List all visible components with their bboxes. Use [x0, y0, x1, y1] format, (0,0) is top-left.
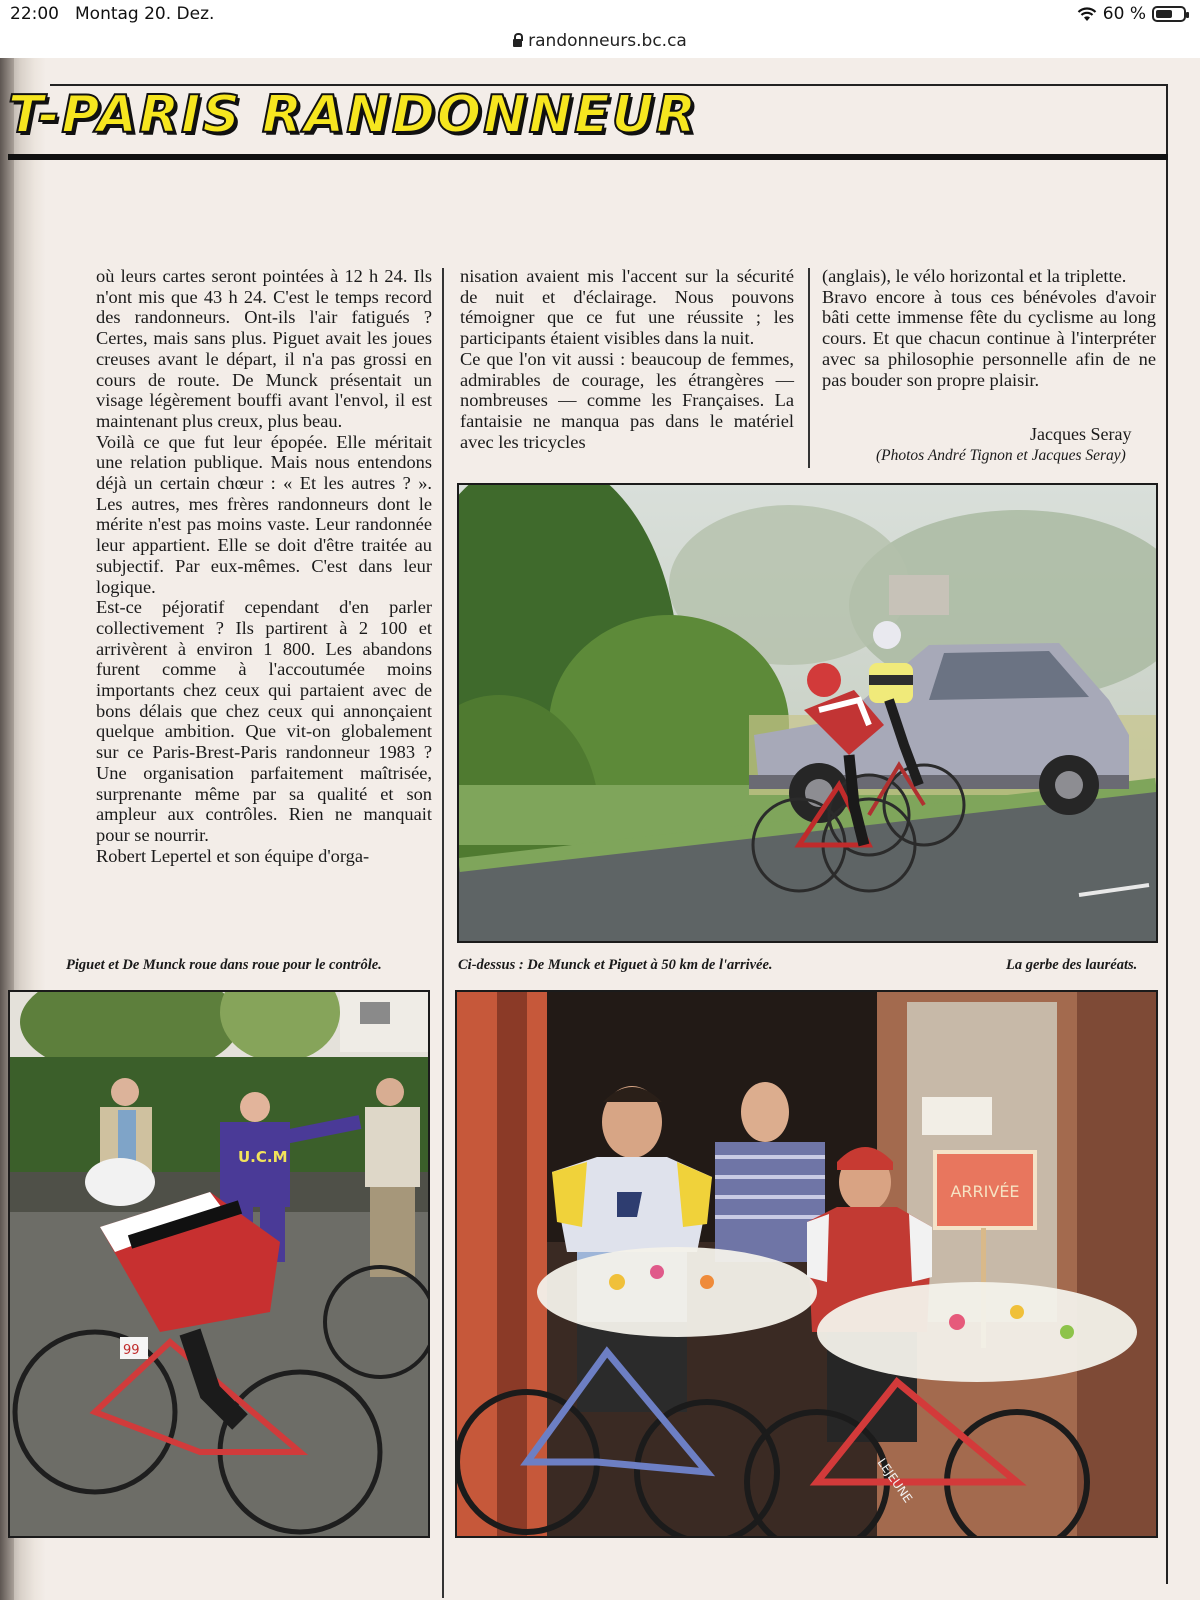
paragraph: nisation avaient mis l'accent sur la sécurité de nuit et d'éclairage. Nous pouvons témoigner que ce fut une réussite ; les participants étaient visibles dans la nuit.: [460, 266, 794, 349]
article-column-2: [460, 266, 794, 452]
status-bar: [0, 0, 1200, 30]
caption-center: Ci-dessus : De Munck et Piguet à 50 km de l'arrivée.: [458, 957, 773, 973]
battery-icon: [1152, 6, 1186, 22]
paragraph: (anglais), le vélo horizontal et la triplette.: [822, 266, 1127, 286]
caption-right: La gerbe des lauréats.: [1006, 957, 1138, 973]
status-date: Montag 20. Dez.: [75, 4, 215, 24]
author-signature: Jacques Seray: [1030, 424, 1132, 444]
title-rule: [8, 154, 1168, 160]
article-column-3: [822, 266, 1156, 390]
cyclists-road-image: [459, 485, 1156, 941]
paragraph: Bravo encore à tous ces bénévoles d'avoir bâti cette immense fête du cyclisme au long cours. Et que chacun continue à l'interpréter avec sa philosophie personnelle afin de ne pas bouder son propre plaisir.: [822, 286, 1156, 390]
photo-cyclists-road: [457, 483, 1158, 943]
page-title: T-PARIS RANDONNEUR: [8, 85, 698, 145]
man-right: [365, 1078, 420, 1277]
caption-left: Piguet et De Munck roue dans roue pour le contrôle.: [66, 957, 382, 973]
lock-icon: [513, 39, 522, 47]
address-bar[interactable]: [0, 30, 1200, 59]
control-checkpoint-image: [10, 992, 428, 1536]
article-column-1: [96, 266, 432, 866]
arrival-sign-text: ARRIVÉE: [950, 1182, 1020, 1201]
photo-winners-bouquets: [455, 990, 1158, 1538]
frame-rule: [1166, 84, 1168, 1584]
title-box: [8, 83, 1168, 153]
bike-brand: LEJEUNE: [874, 1455, 916, 1506]
paragraph: Voilà ce que fut leur épopée. Elle méritait une relation publique. Mais nous entendons déjà un certain chœur : « Et les autres ? ». Les autres, mes frères randonneurs dont le mérite n'est pas moins vaste. Leur randonnée leur appartient. Elle se doit d'être traitée au subjectif. Par eux-mêmes. C'est dans leur logique.: [96, 431, 432, 597]
winners-bouquets-image: [457, 992, 1156, 1536]
battery-percent: 60 %: [1102, 4, 1146, 24]
paragraph: Robert Lepertel et son équipe d'orga-: [96, 845, 370, 866]
bib-number: 99: [123, 1343, 140, 1358]
status-time: 22:00: [10, 4, 59, 24]
photo-control-checkpoint: [8, 990, 430, 1538]
status-right: [1077, 4, 1186, 24]
column-divider: [442, 268, 444, 1598]
photo-credit: (Photos André Tignon et Jacques Seray): [876, 447, 1126, 464]
paragraph: où leurs cartes seront pointées à 12 h 24. Ils n'ont mis que 43 h 24. C'est le temps record des randonneurs. Ont-ils l'air fatigués ? Certes, mais sans plus. Piguet avait les joues creuses avant le départ, il n'a pas grossi en cours de route. De Munck présentait un visage légèrement bouffi avant l'envol, il est maintenant plus creux, plus beau.: [96, 266, 432, 431]
column-divider: [808, 268, 810, 468]
paragraph: Ce que l'on vit aussi : beaucoup de femmes, admirables de courage, les étrangères — nombreuses — comme les Françaises. La fantaisie ne manqua pas dans le matériel avec les tricycles: [460, 348, 794, 452]
magazine-page: [0, 58, 1200, 1600]
url-text: randonneurs.bc.ca: [528, 31, 687, 51]
wifi-icon: [1077, 6, 1097, 22]
jersey-text: U.C.M: [238, 1148, 288, 1166]
paragraph: Est-ce péjoratif cependant d'en parler collectivement ? Ils partirent à 2 100 et arrivèrent à environ 1 800. Les abandons furent comme à l'accoutumée moins importants chez ceux qui partaient avec de bons délais que chez ceux qui annonçaient quelque ambition. Que vit-on globalement sur ce Paris-Brest-Paris randonneur 1983 ? Une organisation parfaitement maîtrisée, surprenante même par sa qualité et son ampleur aux contrôles. Rien ne manquait pour se nourrir.: [96, 597, 432, 845]
